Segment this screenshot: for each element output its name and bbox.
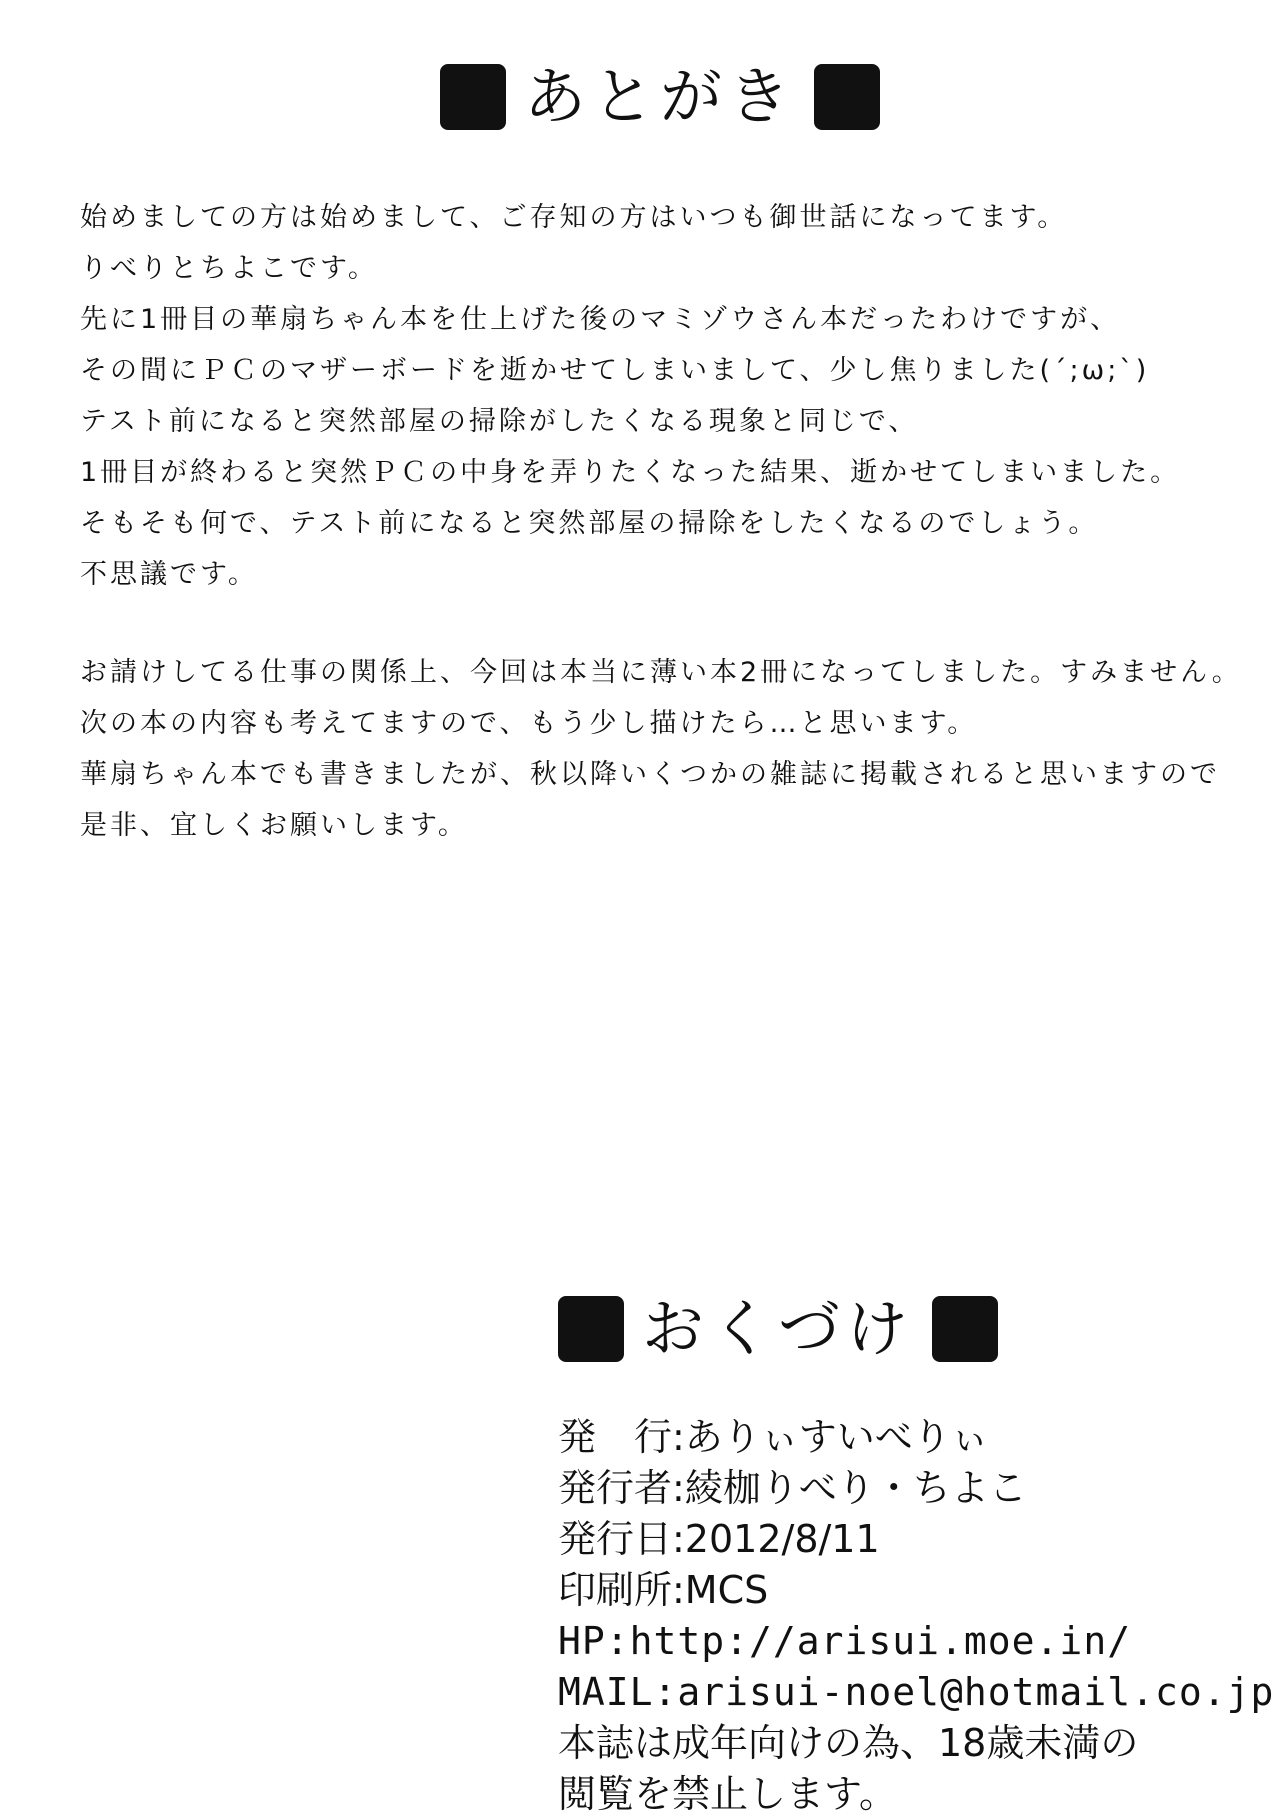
heading-square-left — [558, 1296, 624, 1362]
colophon-notice-1: 本誌は成年向けの為、18歳未満の — [558, 1721, 1139, 1765]
colophon-heading — [558, 1292, 998, 1365]
text-line: そもそも何で、テスト前になると突然部屋の掃除をしたくなるのでしょう。 — [80, 508, 1099, 539]
heading-square-right — [932, 1296, 998, 1362]
text-line: テスト前になると突然部屋の掃除がしたくなる現象と同じで、 — [80, 406, 919, 437]
afterword-title: あとがき — [524, 60, 797, 133]
colophon-title: おくづけ — [642, 1292, 915, 1365]
colophon-notice-2: 閲覧を禁止します。 — [558, 1772, 897, 1816]
colophon-mail: MAIL:arisui-noel@hotmail.co.jp — [558, 1670, 1275, 1714]
text-line: 不思議です。 — [80, 559, 258, 590]
colophon-printer: 印刷所:MCS — [558, 1568, 769, 1612]
text-line: りべりとちよこです。 — [80, 253, 378, 284]
colophon-author: 発行者:綾枷りべり・ちよこ — [558, 1466, 1027, 1510]
text-line: その間にＰＣのマザーボードを逝かせてしまいまして、少し焦りました(´;ω;`) — [80, 355, 1150, 386]
text-line: 始めましての方は始めまして、ご存知の方はいつも御世話になってます。 — [80, 202, 1068, 233]
text-line: 1冊目が終わると突然ＰＣの中身を弄りたくなった結果、逝かせてしまいました。 — [80, 457, 1181, 488]
heading-square-right — [814, 64, 880, 130]
text-line: 華扇ちゃん本でも書きましたが、秋以降いくつかの雑誌に掲載されると思いますので — [80, 759, 1220, 790]
afterword-paragraph-2 — [80, 647, 1242, 851]
colophon-publisher: 発 行:ありぃすいべりぃ — [558, 1415, 989, 1459]
colophon-date: 発行日:2012/8/11 — [558, 1517, 880, 1561]
text-line: 是非、宜しくお願いします。 — [80, 810, 468, 841]
afterword-heading — [440, 60, 880, 133]
text-line: 先に1冊目の華扇ちゃん本を仕上げた後のマミゾウさん本だったわけですが、 — [80, 304, 1121, 335]
text-line: 次の本の内容も考えてますので、もう少し描けたら…と思います。 — [80, 708, 978, 739]
colophon-details — [558, 1412, 1275, 1820]
colophon-homepage: HP:http://arisui.moe.in/ — [558, 1619, 1132, 1663]
heading-square-left — [440, 64, 506, 130]
text-line: お請けしてる仕事の関係上、今回は本当に薄い本2冊になってしました。すみません。 — [80, 657, 1242, 688]
afterword-paragraph-1 — [80, 192, 1200, 600]
